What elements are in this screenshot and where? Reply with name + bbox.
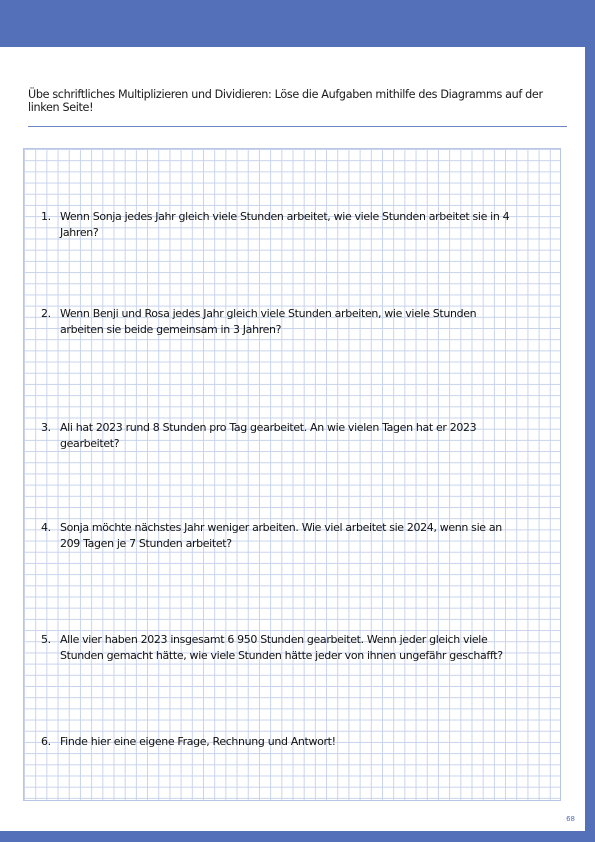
task-number: 4.	[41, 521, 51, 534]
task-number: 3.	[41, 421, 51, 434]
task-text: Alle vier haben 2023 insgesamt 6 950 Stunden gearbeitet. Wenn jeder gleich viele Stunden gemacht hätte, wie viele Stunden hätte jeder von ihnen ungefähr geschafft?	[60, 633, 503, 662]
worksheet-page	[0, 47, 585, 831]
task-number: 6.	[41, 735, 51, 748]
task-number: 1.	[41, 210, 51, 223]
task-text: Wenn Benji und Rosa jedes Jahr gleich viele Stunden arbeiten, wie viele Stunden arbeiten sie beide gemeinsam in 3 Jahren?	[60, 307, 477, 336]
page-number: 68	[566, 815, 575, 823]
task-4	[41, 520, 511, 551]
task-1	[41, 209, 511, 240]
task-6	[41, 734, 511, 750]
grid-paper	[23, 148, 561, 801]
task-number: 2.	[41, 307, 51, 320]
instruction-text: Übe schriftliches Multiplizieren und Dividieren: Löse die Aufgaben mithilfe des Diagramms auf der linken Seite!	[28, 88, 543, 114]
task-3	[41, 420, 511, 451]
task-number: 5.	[41, 633, 51, 646]
task-text: Ali hat 2023 rund 8 Stunden pro Tag gearbeitet. An wie vielen Tagen hat er 2023 gearbeitet?	[60, 421, 477, 450]
task-text: Finde hier eine eigene Frage, Rechnung und Antwort!	[60, 735, 336, 748]
task-5	[41, 632, 511, 663]
task-text: Wenn Sonja jedes Jahr gleich viele Stunden arbeitet, wie viele Stunden arbeitet sie in 4 Jahren?	[60, 210, 510, 239]
task-2	[41, 306, 511, 337]
task-text: Sonja möchte nächstes Jahr weniger arbeiten. Wie viel arbeitet sie 2024, wenn sie an 209 Tagen je 7 Stunden arbeitet?	[60, 521, 502, 550]
divider	[28, 126, 567, 127]
